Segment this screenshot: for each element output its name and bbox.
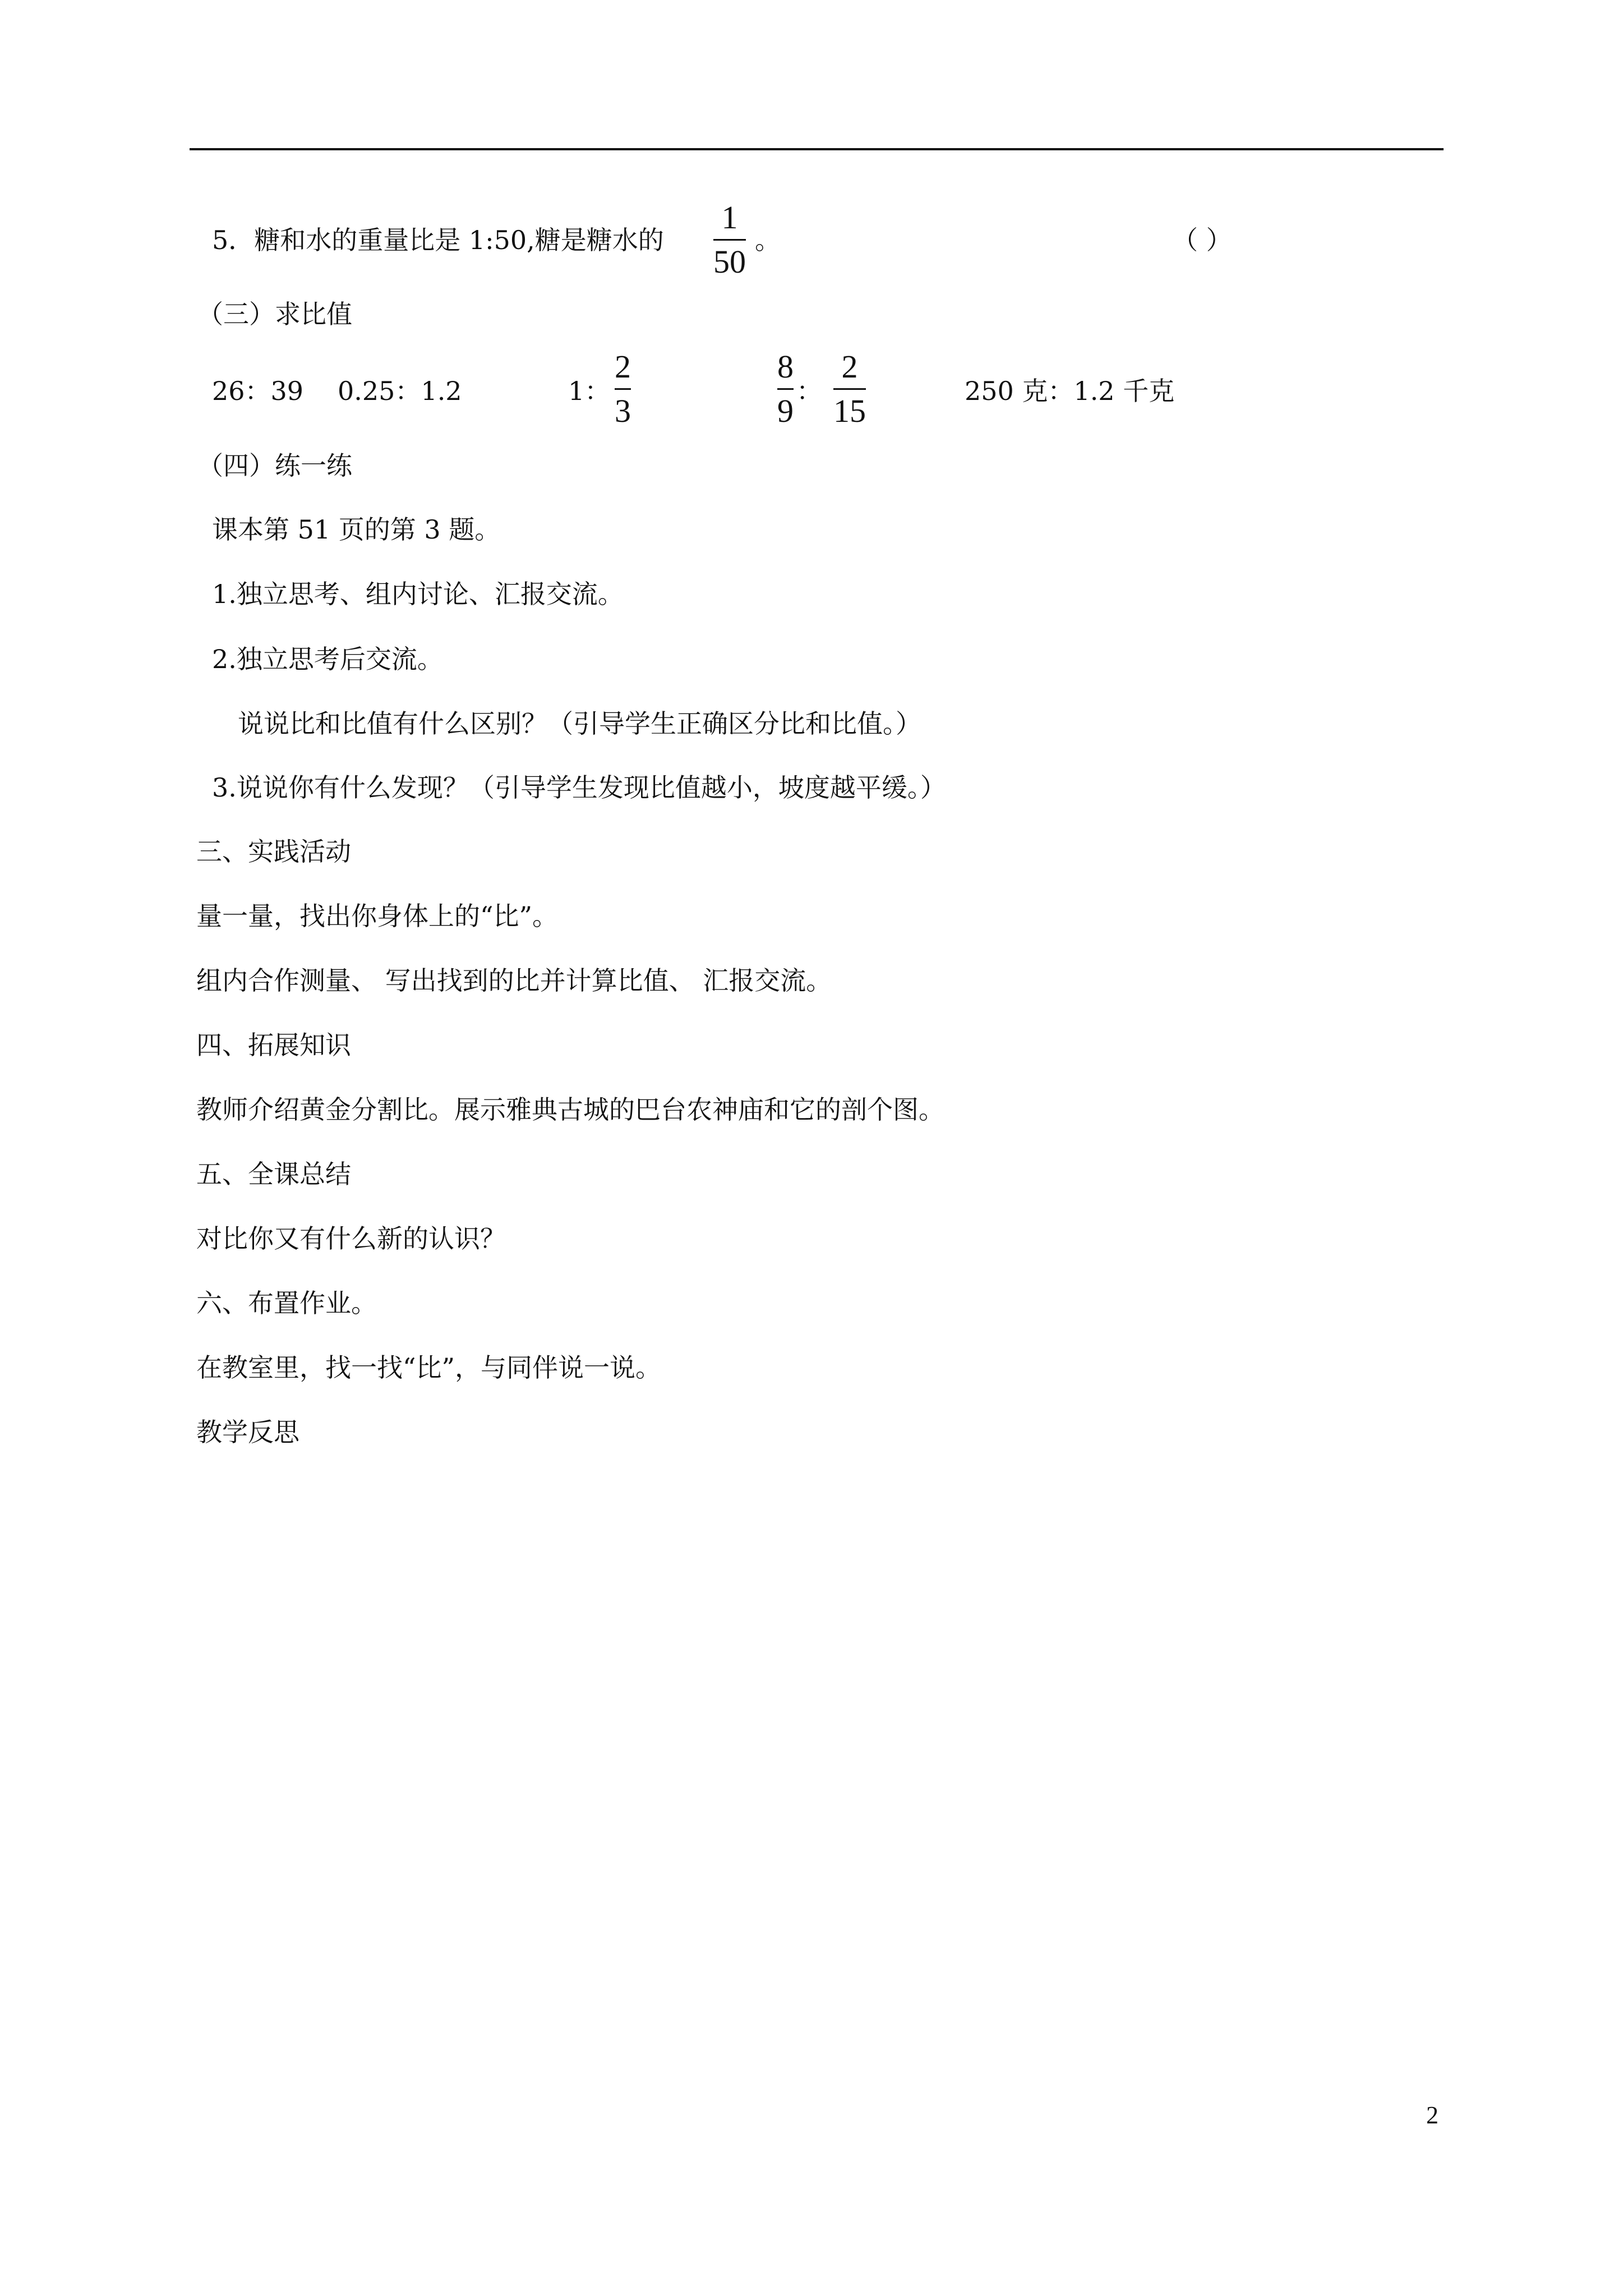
answer-parentheses: （ ） [1172, 225, 1232, 255]
ratio-1: 26：39 [212, 376, 304, 406]
practice-line-2: 1.独立思考、组内讨论、汇报交流。 [212, 579, 624, 609]
fraction-denominator: 50 [713, 243, 746, 280]
homework-heading: 六、布置作业。 [196, 1288, 377, 1318]
fraction-bar [833, 388, 866, 390]
fraction-bar [713, 239, 746, 241]
ratio-2: 0.25：1.2 [338, 376, 462, 406]
fraction-denominator: 9 [777, 393, 794, 429]
fraction-numerator: 8 [777, 348, 794, 385]
fraction-numerator: 2 [615, 348, 631, 385]
item5-tail: 。 [755, 225, 781, 255]
summary-heading: 五、全课总结 [196, 1159, 351, 1189]
fraction-denominator: 15 [833, 393, 866, 429]
header-rule [190, 148, 1444, 150]
ratio-3-left: 1： [568, 376, 611, 406]
summary-line-1: 对比你又有什么新的认识？ [196, 1223, 506, 1254]
page-number: 2 [1426, 2101, 1438, 2129]
practice-heading: （四）练一练 [197, 450, 352, 481]
fraction-denominator: 3 [615, 393, 631, 429]
activity-heading: 三、实践活动 [196, 836, 351, 867]
practice-line-1: 课本第 51 页的第 3 题。 [212, 514, 501, 545]
fraction-bar [615, 388, 631, 390]
ratio-5: 250 克：1.2 千克 [965, 376, 1175, 406]
extension-line-1: 教师介绍黄金分割比。展示雅典古城的巴台农神庙和它的剖个图。 [196, 1094, 944, 1125]
fraction-bar [777, 388, 794, 390]
practice-line-4: 说说比和比值有什么区别？（引导学生正确区分比和比值。） [238, 708, 921, 739]
activity-line-1: 量一量，找出你身体上的“比”。 [196, 901, 559, 931]
ratio-heading: （三）求比值 [197, 299, 352, 329]
fraction-8-9 [777, 349, 794, 429]
reflection-heading: 教学反思 [196, 1417, 299, 1447]
fraction-numerator: 1 [721, 199, 738, 236]
ratio-4-colon: ： [796, 376, 822, 406]
homework-line-1: 在教室里，找一找“比”，与同伴说一说。 [196, 1352, 662, 1383]
fraction-2-15 [833, 349, 866, 429]
fraction-2-3 [615, 349, 631, 429]
fraction-numerator: 2 [841, 348, 858, 385]
item5-text: 5．糖和水的重量比是 1:50,糖是糖水的 [212, 225, 664, 255]
practice-line-5: 3.说说你有什么发现？（引导学生发现比值越小，坡度越平缓。） [212, 772, 946, 803]
extension-heading: 四、拓展知识 [196, 1030, 351, 1060]
fraction-1-50 [713, 200, 746, 280]
practice-line-3: 2.独立思考后交流。 [212, 644, 443, 674]
activity-line-2: 组内合作测量、 写出找到的比并计算比值、 汇报交流。 [196, 965, 832, 996]
